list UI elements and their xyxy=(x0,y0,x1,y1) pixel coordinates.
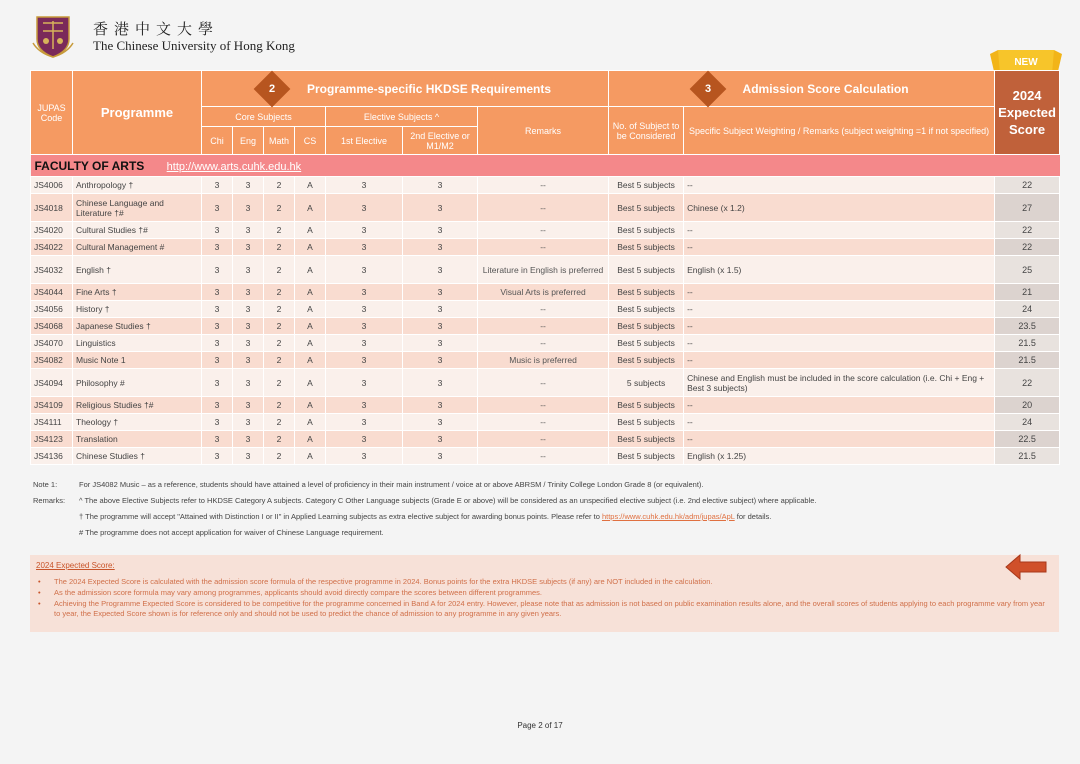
cell-remarks: -- xyxy=(478,318,609,335)
cell-e2: 3 xyxy=(403,414,478,431)
cell-exp: 21.5 xyxy=(995,352,1060,369)
table-row xyxy=(31,194,1060,222)
cell-code: JS4082 xyxy=(31,352,73,369)
cell-code: JS4032 xyxy=(31,256,73,284)
cell-cs: A xyxy=(295,284,326,301)
cell-eng: 3 xyxy=(233,239,264,256)
cell-e1: 3 xyxy=(326,414,403,431)
cell-prog: Cultural Studies †# xyxy=(73,222,202,239)
expected-score-title: 2024 Expected Score: xyxy=(36,561,115,570)
remark-applied-learning: † The programme will accept "Attained with Distinction I or II" in Applied Learning subjects as extra elective subject for awarding bonus points. Please refer to https://www.cuhk.edu.hk/adm/jupas/ApL for details. xyxy=(79,512,772,521)
cell-e1: 3 xyxy=(326,335,403,352)
cell-e1: 3 xyxy=(326,256,403,284)
cell-math: 2 xyxy=(264,284,295,301)
cell-remarks: -- xyxy=(478,222,609,239)
cell-cs: A xyxy=(295,352,326,369)
cell-code: JS4044 xyxy=(31,284,73,301)
expected-score-box xyxy=(30,555,1059,632)
cell-math: 2 xyxy=(264,256,295,284)
section2-number-badge: 2 xyxy=(254,70,291,107)
cell-cs: A xyxy=(295,177,326,194)
cell-chi: 3 xyxy=(202,239,233,256)
cell-chi: 3 xyxy=(202,177,233,194)
table-row xyxy=(31,352,1060,369)
cell-eng: 3 xyxy=(233,256,264,284)
cell-prog: Fine Arts † xyxy=(73,284,202,301)
table-row xyxy=(31,239,1060,256)
cell-exp: 22.5 xyxy=(995,431,1060,448)
back-arrow-icon[interactable] xyxy=(1004,553,1048,581)
table-row xyxy=(31,335,1060,352)
cell-math: 2 xyxy=(264,222,295,239)
cell-chi: 3 xyxy=(202,222,233,239)
cell-code: JS4068 xyxy=(31,318,73,335)
cell-remarks: -- xyxy=(478,369,609,397)
elective-subjects-header: Elective Subjects ^ xyxy=(326,107,478,127)
cell-num: Best 5 subjects xyxy=(609,352,684,369)
cell-num: Best 5 subjects xyxy=(609,397,684,414)
cell-prog: Anthropology † xyxy=(73,177,202,194)
section2-title: Programme-specific HKDSE Requirements xyxy=(306,81,552,96)
cell-eng: 3 xyxy=(233,318,264,335)
cell-eng: 3 xyxy=(233,301,264,318)
cell-prog: Japanese Studies † xyxy=(73,318,202,335)
section3-header xyxy=(609,71,995,107)
cell-weight: -- xyxy=(684,397,995,414)
cell-chi: 3 xyxy=(202,448,233,465)
cell-eng: 3 xyxy=(233,335,264,352)
cell-weight: -- xyxy=(684,177,995,194)
cell-cs: A xyxy=(295,448,326,465)
cell-code: JS4018 xyxy=(31,194,73,222)
cell-prog: Religious Studies †# xyxy=(73,397,202,414)
cell-code: JS4070 xyxy=(31,335,73,352)
cell-e2: 3 xyxy=(403,352,478,369)
cell-cs: A xyxy=(295,335,326,352)
applied-learning-link[interactable]: https://www.cuhk.edu.hk/adm/jupas/ApL xyxy=(601,512,735,521)
new-badge-label: NEW xyxy=(1014,57,1038,68)
cell-e2: 3 xyxy=(403,194,478,222)
cell-weight: -- xyxy=(684,352,995,369)
cell-math: 2 xyxy=(264,397,295,414)
cell-cs: A xyxy=(295,256,326,284)
cell-remarks: -- xyxy=(478,301,609,318)
section3-number-badge: 3 xyxy=(689,70,726,107)
cell-eng: 3 xyxy=(233,397,264,414)
cell-exp: 21.5 xyxy=(995,448,1060,465)
table-row xyxy=(31,177,1060,194)
cell-code: JS4020 xyxy=(31,222,73,239)
cell-e1: 3 xyxy=(326,318,403,335)
cell-num: 5 subjects xyxy=(609,369,684,397)
cell-num: Best 5 subjects xyxy=(609,414,684,431)
cell-cs: A xyxy=(295,318,326,335)
remark-chinese-waiver: # The programme does not accept application for waiver of Chinese Language requirement. xyxy=(79,528,384,537)
cell-chi: 3 xyxy=(202,414,233,431)
elective1-header: 1st Elective xyxy=(326,127,403,155)
cell-e2: 3 xyxy=(403,369,478,397)
cell-num: Best 5 subjects xyxy=(609,284,684,301)
cell-exp: 22 xyxy=(995,222,1060,239)
cell-num: Best 5 subjects xyxy=(609,318,684,335)
university-name-english: The Chinese University of Hong Kong xyxy=(93,38,295,53)
cs-header: CS xyxy=(295,127,326,155)
requirements-table xyxy=(30,70,1059,465)
cell-eng: 3 xyxy=(233,194,264,222)
num-subjects-header: No. of Subject to be Considered xyxy=(609,107,684,155)
cell-e2: 3 xyxy=(403,397,478,414)
cell-chi: 3 xyxy=(202,284,233,301)
cell-math: 2 xyxy=(264,431,295,448)
cell-code: JS4123 xyxy=(31,431,73,448)
expected-score-bullet: • The 2024 Expected Score is calculated with the admission score formula of the respective programme in 2024. Bonus points for the extra HKDSE subjects (if any) are NOT included in the calculation. xyxy=(38,577,1048,587)
cell-weight: -- xyxy=(684,414,995,431)
cell-prog: Theology † xyxy=(73,414,202,431)
cell-math: 2 xyxy=(264,335,295,352)
chi-header: Chi xyxy=(202,127,233,155)
cell-e2: 3 xyxy=(403,284,478,301)
cell-cs: A xyxy=(295,194,326,222)
cell-prog: English † xyxy=(73,256,202,284)
weighting-header: Specific Subject Weighting / Remarks (subject weighting =1 if not specified) xyxy=(684,107,995,155)
cell-math: 2 xyxy=(264,448,295,465)
cell-weight: -- xyxy=(684,318,995,335)
cell-e1: 3 xyxy=(326,194,403,222)
cell-code: JS4109 xyxy=(31,397,73,414)
university-name-chinese: 香港中文大學 xyxy=(93,20,220,38)
table-row xyxy=(31,397,1060,414)
table-row xyxy=(31,256,1060,284)
cell-prog: Chinese Language and Literature †# xyxy=(73,194,202,222)
table-row xyxy=(31,318,1060,335)
cell-weight: -- xyxy=(684,222,995,239)
cell-weight: -- xyxy=(684,239,995,256)
cell-num: Best 5 subjects xyxy=(609,301,684,318)
cell-exp: 22 xyxy=(995,177,1060,194)
cell-cs: A xyxy=(295,222,326,239)
cell-exp: 20 xyxy=(995,397,1060,414)
cell-eng: 3 xyxy=(233,284,264,301)
table-row xyxy=(31,431,1060,448)
cell-weight: Chinese and English must be included in the score calculation (i.e. Chi + Eng + Best 3 subjects) xyxy=(684,369,995,397)
cell-exp: 27 xyxy=(995,194,1060,222)
cell-prog: Linguistics xyxy=(73,335,202,352)
cell-chi: 3 xyxy=(202,335,233,352)
cuhk-crest-logo xyxy=(31,13,75,59)
cell-e1: 3 xyxy=(326,431,403,448)
expected-score-bullet: • Achieving the Programme Expected Score is considered to be competitive for the programme concerned in Band A for 2024 entry. However, please note that as admission is not based on public examination results alone, and the overall scores of students applying to each programme vary from year to year, the Expected Score shown is for reference only and should not be used to predict the chance of admission to any programme in any given years. xyxy=(38,599,1048,619)
cell-remarks: Music is preferred xyxy=(478,352,609,369)
cell-math: 2 xyxy=(264,369,295,397)
cell-num: Best 5 subjects xyxy=(609,177,684,194)
cell-remarks: -- xyxy=(478,239,609,256)
cell-code: JS4022 xyxy=(31,239,73,256)
cell-e1: 3 xyxy=(326,448,403,465)
cell-exp: 23.5 xyxy=(995,318,1060,335)
cell-prog: Music Note 1 xyxy=(73,352,202,369)
section3-title: Admission Score Calculation xyxy=(742,81,909,96)
cell-num: Best 5 subjects xyxy=(609,239,684,256)
table-row xyxy=(31,301,1060,318)
cell-cs: A xyxy=(295,239,326,256)
eng-header: Eng xyxy=(233,127,264,155)
cell-cs: A xyxy=(295,397,326,414)
cell-e1: 3 xyxy=(326,284,403,301)
note1-text: For JS4082 Music – as a reference, students should have attained a level of proficiency in their main instrument / voice at or above ABRSM / Trinity College London Grade 8 (or equivalent). xyxy=(79,480,704,489)
cell-math: 2 xyxy=(264,318,295,335)
cell-cs: A xyxy=(295,431,326,448)
cell-remarks: -- xyxy=(478,335,609,352)
cell-eng: 3 xyxy=(233,448,264,465)
cell-remarks: -- xyxy=(478,194,609,222)
table-row xyxy=(31,222,1060,239)
cell-e1: 3 xyxy=(326,222,403,239)
cell-remarks: -- xyxy=(478,414,609,431)
cell-e1: 3 xyxy=(326,301,403,318)
cell-math: 2 xyxy=(264,177,295,194)
cell-code: JS4111 xyxy=(31,414,73,431)
math-header: Math xyxy=(264,127,295,155)
cell-e1: 3 xyxy=(326,352,403,369)
cell-weight: -- xyxy=(684,335,995,352)
cell-remarks: Literature in English is preferred xyxy=(478,256,609,284)
cell-remarks: -- xyxy=(478,431,609,448)
cell-e2: 3 xyxy=(403,448,478,465)
cell-chi: 3 xyxy=(202,397,233,414)
cell-weight: -- xyxy=(684,284,995,301)
cell-math: 2 xyxy=(264,239,295,256)
cell-prog: Philosophy # xyxy=(73,369,202,397)
cell-e2: 3 xyxy=(403,431,478,448)
cell-cs: A xyxy=(295,414,326,431)
cell-exp: 21.5 xyxy=(995,335,1060,352)
cell-chi: 3 xyxy=(202,369,233,397)
cell-num: Best 5 subjects xyxy=(609,222,684,239)
faculty-row xyxy=(31,155,1060,177)
table-row xyxy=(31,369,1060,397)
cell-e1: 3 xyxy=(326,239,403,256)
cell-num: Best 5 subjects xyxy=(609,335,684,352)
cell-exp: 25 xyxy=(995,256,1060,284)
cell-cs: A xyxy=(295,369,326,397)
cell-eng: 3 xyxy=(233,352,264,369)
cell-num: Best 5 subjects xyxy=(609,194,684,222)
table-row xyxy=(31,284,1060,301)
table-row xyxy=(31,448,1060,465)
faculty-link[interactable]: http://www.arts.cuhk.edu.hk xyxy=(166,160,302,173)
note1-label: Note 1: xyxy=(33,480,58,489)
cell-eng: 3 xyxy=(233,222,264,239)
cell-weight: -- xyxy=(684,431,995,448)
cell-remarks: -- xyxy=(478,177,609,194)
cell-e2: 3 xyxy=(403,318,478,335)
cell-eng: 3 xyxy=(233,431,264,448)
cell-math: 2 xyxy=(264,301,295,318)
cell-math: 2 xyxy=(264,352,295,369)
cell-remarks: -- xyxy=(478,448,609,465)
cell-remarks: -- xyxy=(478,397,609,414)
cell-eng: 3 xyxy=(233,369,264,397)
jupas-code-header: JUPAS Code xyxy=(31,71,73,155)
remark-elective: ^ The above Elective Subjects refer to HKDSE Category A subjects. Category C Other Language subjects (Grade E or above) will be considered as an unspecified elective subject (i.e. 2nd elective subject) where applicable. xyxy=(79,496,817,505)
cell-math: 2 xyxy=(264,194,295,222)
cell-prog: History † xyxy=(73,301,202,318)
core-subjects-header: Core Subjects xyxy=(202,107,326,127)
cell-e2: 3 xyxy=(403,256,478,284)
cell-chi: 3 xyxy=(202,256,233,284)
cell-chi: 3 xyxy=(202,352,233,369)
cell-exp: 24 xyxy=(995,414,1060,431)
cell-prog: Translation xyxy=(73,431,202,448)
expected-score-bullet: • As the admission score formula may vary among programmes, applicants should avoid directly compare the scores between different programmes. xyxy=(38,588,1048,598)
expected-score-header: 2024 Expected Score xyxy=(995,71,1060,155)
cell-prog: Cultural Management # xyxy=(73,239,202,256)
cell-eng: 3 xyxy=(233,414,264,431)
programme-header: Programme xyxy=(73,71,202,155)
cell-e1: 3 xyxy=(326,397,403,414)
cell-e2: 3 xyxy=(403,239,478,256)
cell-num: Best 5 subjects xyxy=(609,431,684,448)
cell-e1: 3 xyxy=(326,177,403,194)
cell-chi: 3 xyxy=(202,318,233,335)
elective2-header: 2nd Elective or M1/M2 xyxy=(403,127,478,155)
cell-code: JS4094 xyxy=(31,369,73,397)
cell-exp: 21 xyxy=(995,284,1060,301)
cell-weight: English (x 1.5) xyxy=(684,256,995,284)
cell-num: Best 5 subjects xyxy=(609,448,684,465)
cell-prog: Chinese Studies † xyxy=(73,448,202,465)
remarks-label: Remarks: xyxy=(33,496,66,505)
section2-header xyxy=(202,71,609,107)
cell-exp: 22 xyxy=(995,239,1060,256)
cell-e1: 3 xyxy=(326,369,403,397)
cell-e2: 3 xyxy=(403,301,478,318)
faculty-name: FACULTY OF ARTS xyxy=(34,158,145,173)
table-row xyxy=(31,414,1060,431)
cell-weight: Chinese (x 1.2) xyxy=(684,194,995,222)
page-number: Page 2 of 17 xyxy=(517,721,563,730)
cell-cs: A xyxy=(295,301,326,318)
remarks-header: Remarks xyxy=(478,107,609,155)
cell-code: JS4136 xyxy=(31,448,73,465)
cell-weight: English (x 1.25) xyxy=(684,448,995,465)
cell-e2: 3 xyxy=(403,222,478,239)
cell-remarks: Visual Arts is preferred xyxy=(478,284,609,301)
cell-eng: 3 xyxy=(233,177,264,194)
cell-code: JS4006 xyxy=(31,177,73,194)
cell-exp: 24 xyxy=(995,301,1060,318)
cell-num: Best 5 subjects xyxy=(609,256,684,284)
cell-chi: 3 xyxy=(202,301,233,318)
cell-e2: 3 xyxy=(403,177,478,194)
cell-math: 2 xyxy=(264,414,295,431)
cell-exp: 22 xyxy=(995,369,1060,397)
cell-chi: 3 xyxy=(202,194,233,222)
cell-weight: -- xyxy=(684,301,995,318)
cell-chi: 3 xyxy=(202,431,233,448)
cell-code: JS4056 xyxy=(31,301,73,318)
cell-e2: 3 xyxy=(403,335,478,352)
